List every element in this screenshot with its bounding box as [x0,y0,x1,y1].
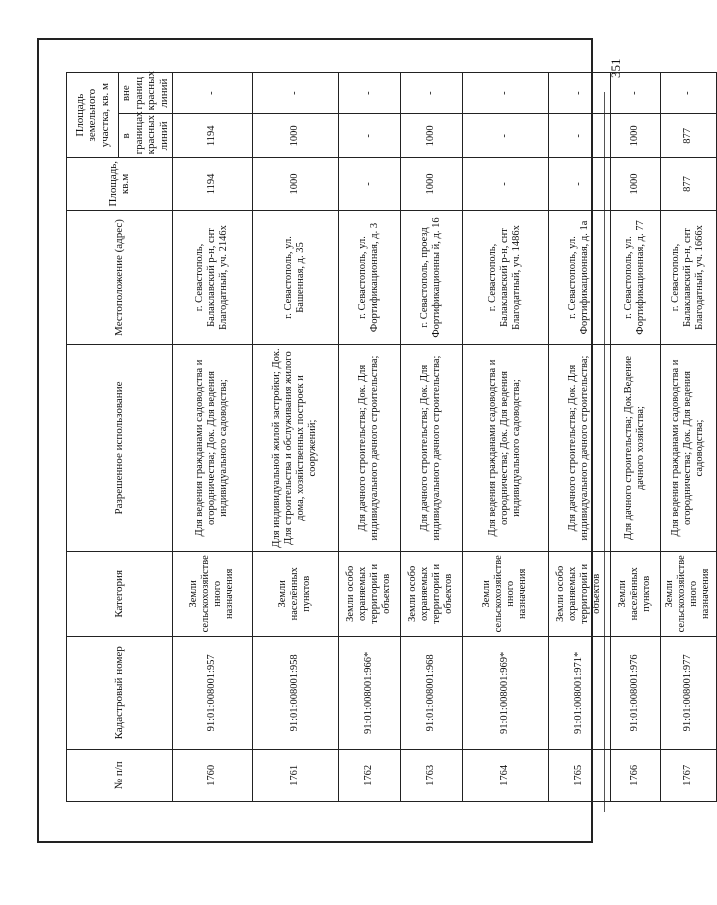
header-num: № п/п [67,749,173,801]
table-row [252,73,338,802]
cell-location: г. Севастополь, проезд Фортификационны й, д. 16 [400,210,462,345]
cell-cadastral: 91:01:008001:971* [548,636,610,749]
header-permitted-use: Разрешенное использование [67,345,173,551]
cell-within: 1000 [400,114,462,158]
cell-cadastral: 91:01:008001:977 [660,636,716,749]
header-land-area: Площадь земельного участка, кв. м [67,73,119,158]
cell-within: - [548,114,610,158]
cell-within: - [338,114,400,158]
cell-area: 877 [660,158,716,210]
cell-num: 1762 [338,749,400,801]
table-row [172,73,252,802]
header-within-red-lines: в границах красных линий [119,114,173,158]
cell-area: - [462,158,548,210]
cell-num: 1766 [610,749,660,801]
cell-num: 1765 [548,749,610,801]
cell-area: 1000 [252,158,338,210]
cell-outside: - [400,73,462,114]
cell-category: Земли сельскохозяйстве нного назначения [172,551,252,636]
cell-location: г. Севастополь, ул. Фортификационная, д. 77 [610,210,660,345]
header-outside-red-lines: вне границ красных линий [119,73,173,114]
cell-num: 1763 [400,749,462,801]
cell-category: Земли сельскохозяйстве нного назначения [462,551,548,636]
cell-location: г. Севастополь, Балаклавский р-н, снт Благодатный, уч. 2146х [172,210,252,345]
cell-cadastral: 91:01:008001:966* [338,636,400,749]
cell-permitted-use: Для дачного строительства; Док. Для индивидуального дачного строительства; [548,345,610,551]
page-number: 351 [608,58,623,78]
table-row [462,73,548,802]
cell-area: 1000 [400,158,462,210]
cell-location: г. Севастополь, Балаклавский р-н, снт Благодатный, уч. 1486х [462,210,548,345]
cell-category: Земли особо охраняемых территорий и объектов [400,551,462,636]
cell-location: г. Севастополь, ул. Фортификационная, д. 1а [548,210,610,345]
cell-outside: - [172,73,252,114]
cell-outside: - [252,73,338,114]
cell-outside: - [338,73,400,114]
cell-num: 1761 [252,749,338,801]
cell-area: - [548,158,610,210]
cell-num: 1764 [462,749,548,801]
table-body [172,73,716,802]
table-row [338,73,400,802]
cell-within: 1000 [610,114,660,158]
cell-area: - [338,158,400,210]
cell-cadastral: 91:01:008001:958 [252,636,338,749]
cell-category: Земли сельскохозяйстве нного назначения [660,551,716,636]
cell-location: г. Севастополь, ул. Фортификационная, д. 3 [338,210,400,345]
rotated-table-container [66,70,712,802]
cell-cadastral: 91:01:008001:969* [462,636,548,749]
cell-within: - [462,114,548,158]
cell-area: 1194 [172,158,252,210]
header-cadastral: Кадастровый номер [67,636,173,749]
cell-area: 1000 [610,158,660,210]
table-row [660,73,716,802]
cell-location: г. Севастополь, Балаклавский р-н, снт Благодатный, уч. 1666х [660,210,716,345]
table-row [548,73,610,802]
cell-permitted-use: Для дачного строительства; Док. Для индивидуального дачного строительства; [338,345,400,551]
cell-cadastral: 91:01:008001:968 [400,636,462,749]
cell-outside: - [548,73,610,114]
cell-permitted-use: Для ведения гражданами садоводства и огородничества; Док. Для ведения садоводства; [660,345,716,551]
land-plots-table [66,72,717,802]
header-location: Местоположение (адрес) [67,210,173,345]
cell-category: Земли особо охраняемых территорий и объектов [338,551,400,636]
cell-num: 1767 [660,749,716,801]
cell-category: Земли населённых пунктов [610,551,660,636]
cell-permitted-use: Для дачного строительства; Док.Ведение дачного хозяйства; [610,345,660,551]
cell-within: 877 [660,114,716,158]
cell-location: г. Севастополь, ул. Башенная, д. 35 [252,210,338,345]
cell-within: 1194 [172,114,252,158]
cell-outside: - [462,73,548,114]
header-area: Площадь, кв.м [67,158,173,210]
cell-category: Земли населённых пунктов [252,551,338,636]
cell-permitted-use: Для дачного строительства; Док. Для индивидуального дачного строительства; [400,345,462,551]
cell-category: Земли особо охраняемых территорий и объектов [548,551,610,636]
cell-permitted-use: Для ведения гражданами садоводства и огородничества; Док. Для ведения индивидуального садоводства; [172,345,252,551]
cell-outside: - [610,73,660,114]
table-row [400,73,462,802]
cell-permitted-use: Для индивидуальной жилой застройки; Док. Для строительства и обслуживания жилого дома, хозяйственных построек и сооружений; [252,345,338,551]
header-category: Категория [67,551,173,636]
cell-num: 1760 [172,749,252,801]
cell-permitted-use: Для ведения гражданами садоводства и огородничества; Док. Для ведения индивидуального садоводства; [462,345,548,551]
cell-within: 1000 [252,114,338,158]
cell-outside: - [660,73,716,114]
cell-cadastral: 91:01:008001:957 [172,636,252,749]
cell-cadastral: 91:01:008001:976 [610,636,660,749]
table-row [610,73,660,802]
